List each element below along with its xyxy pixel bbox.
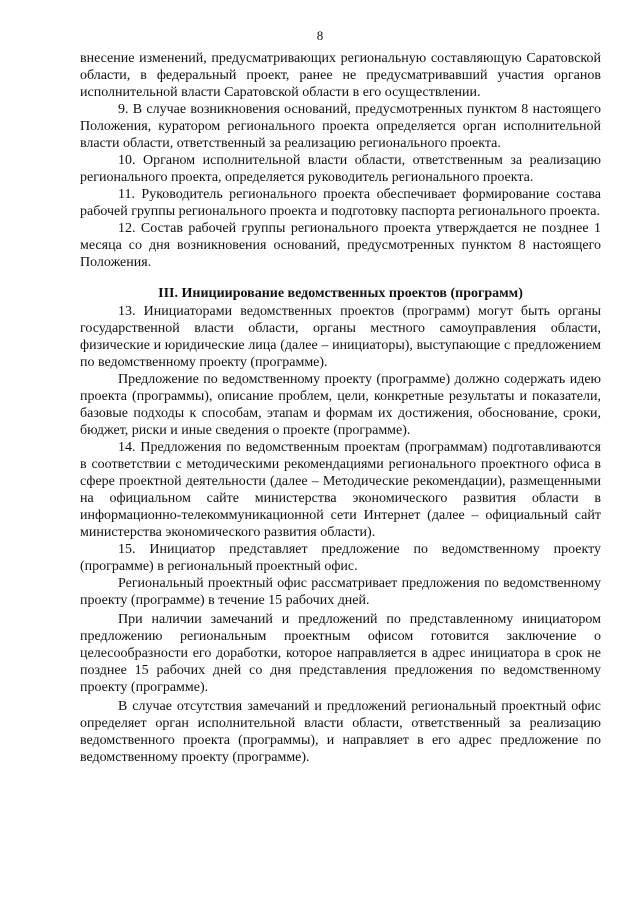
paragraph-15: 15. Инициатор представляет предложение по ведомственному проекту (программе) в региональный проектный офис. (80, 542, 601, 574)
paragraph-14: 14. Предложения по ведомственным проектам (программам) подготавливаются в соответствии с методическими рекомендациями регионального проектного офиса в сфере проектной деятельности (далее – Методические рекомендации), размещенными на официальном сайте министерства экономического развития области в информационно-телекоммуникационной сети Интернет (далее – официальный сайт министерства экономического развития области). (80, 440, 601, 540)
paragraph-15-no-remarks: В случае отсутствия замечаний и предложений региональный проектный офис определяет орган исполнительной власти области, ответственный за реализацию ведомственного проекта (программы), и направляет в его адрес предложение по ведомственному проекту (программе). (80, 699, 601, 765)
paragraph-15-remarks: При наличии замечаний и предложений по представленному инициатором предложению региональным проектным офисом готовится заключение о целесообразности его доработки, которое направляется в адрес инициатора в срок не позднее 15 рабочих дней со дня представления предложения по ведомственному проекту (программе). (80, 612, 601, 695)
paragraph-13-proposal: Предложение по ведомственному проекту (программе) должно содержать идею проекта (программы), описание проблем, цели, конкретные результаты и показатели, базовые подходы к способам, этапам и формам их достижения, обоснование, сроки, бюджет, риски и иные сведения о проекте (программе). (80, 372, 601, 438)
paragraph-12: 12. Состав рабочей группы регионального проекта утверждается не позднее 1 месяца со дня возникновения оснований, предусмотренных пунктом 8 настоящего Положения. (80, 221, 601, 270)
section-heading-3: III. Инициирование ведомственных проектов (программ) (158, 286, 523, 301)
paragraph-continuation: внесение изменений, предусматривающих региональную составляющую Саратовской области, в федеральный проект, ранее не предусматривавший участия органов исполнительной власти Саратовской области в его осуществлении. (80, 51, 601, 100)
page-number: 8 (316, 28, 324, 43)
paragraph-11: 11. Руководитель регионального проекта обеспечивает формирование состава рабочей группы регионального проекта и подготовку паспорта регионального проекта. (80, 187, 601, 219)
document-body (80, 50, 601, 766)
paragraph-13: 13. Инициаторами ведомственных проектов (программ) могут быть органы государственной власти области, органы местного самоуправления области, физические и юридические лица (далее – инициаторы), выступающие с предложением по ведомственному проекту (программе). (80, 304, 601, 370)
paragraph-10: 10. Органом исполнительной власти области, ответственным за реализацию регионального проекта, определяется руководитель регионального проекта. (80, 153, 601, 185)
paragraph-9: 9. В случае возникновения оснований, предусмотренных пунктом 8 настоящего Положения, куратором регионального проекта определяется орган исполнительной власти области, ответственный за реализацию регионального проекта. (80, 102, 601, 151)
paragraph-15-review: Региональный проектный офис рассматривает предложения по ведомственному проекту (программе) в течение 15 рабочих дней. (80, 576, 601, 608)
